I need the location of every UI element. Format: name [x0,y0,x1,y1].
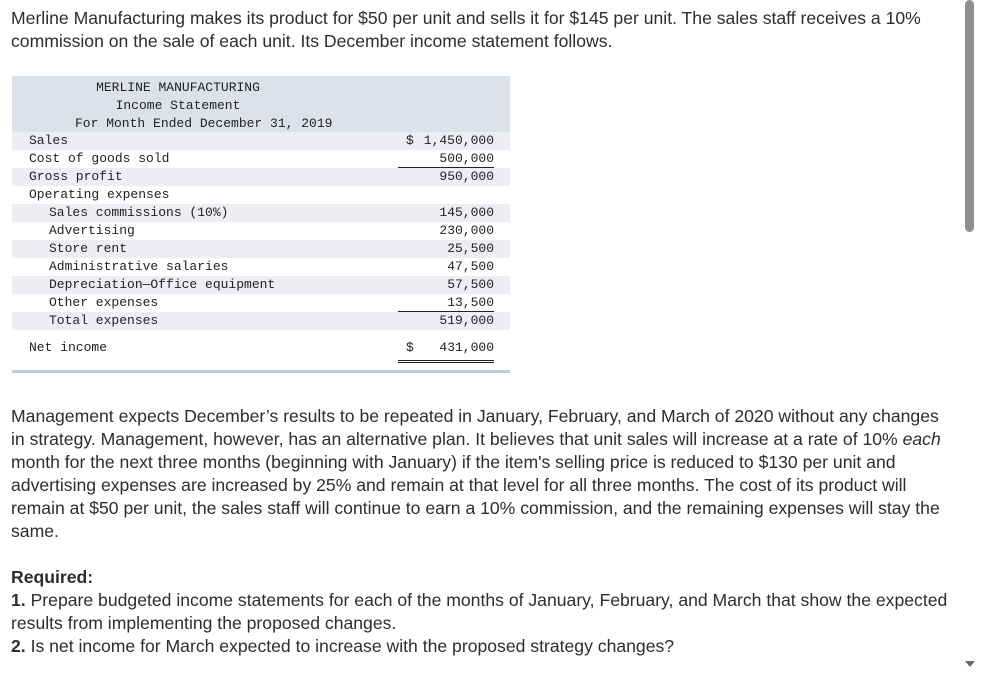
row-amount: 1,450,000 [423,133,494,148]
row-label: Cost of goods sold [29,151,170,166]
statement-bottom-rule [12,370,510,373]
required-item-1 [11,589,956,635]
vertical-scrollbar[interactable] [961,0,983,673]
row-label: Sales commissions (10%) [49,205,229,220]
row-label: Store rent [49,241,128,256]
row-total-expenses [12,312,510,330]
company-name: MERLINE MANUFACTURING [96,80,260,95]
row-gross-profit [12,168,510,186]
management-emphasis: each [902,429,941,449]
row-amount: 25,500 [447,241,494,256]
row-label: Total expenses [49,313,159,328]
management-text: Management expects December’s results to be repeated in January, February, and March of 2020 without any changes in strategy. Management, however, has an alternative plan. It believes that unit sales will increase at a rate of 10% [11,406,939,449]
income-statement [12,76,510,374]
row-amount: 145,000 [439,205,494,220]
management-paragraph [11,405,956,543]
row-other-expenses [12,294,510,312]
item-number: 1. [11,590,26,610]
dollar-sign: $ [406,133,414,148]
row-amount: 57,500 [447,277,494,292]
row-sales [12,132,510,150]
row-cogs [12,150,510,168]
required-item-2 [11,635,956,658]
statement-header [12,76,510,132]
row-net-income [12,336,510,360]
row-label: Administrative salaries [49,259,229,274]
double-underline [398,360,494,363]
row-advertising [12,222,510,240]
row-amount: 950,000 [439,169,494,184]
row-amount: 431,000 [439,340,494,355]
row-admin-salaries [12,258,510,276]
row-label: Gross profit [29,169,123,184]
item-number: 2. [11,636,26,656]
management-text-end: month for the next three months (beginning with January) if the item's selling price is reduced to $130 per unit and advertising expenses are increased by 25% and remain at that level for all three months. The cost of its product will remain at $50 per unit, the sales staff will continue to earn a 10% commission, and the remaining expenses will stay the same. [11,452,940,541]
row-label: Other expenses [49,295,159,310]
scrollbar-thumb[interactable] [965,0,974,232]
item-text: Prepare budgeted income statements for each of the months of January, February, and March that show the expected results from implementing the proposed changes. [11,590,948,633]
dollar-sign: $ [406,340,414,355]
intro-paragraph: Merline Manufacturing makes its product for $50 per unit and sells it for $145 per unit. The sales staff receives a 10% commission on the sale of each unit. Its December income statement follows. [11,8,921,51]
row-amount: 47,500 [447,259,494,274]
row-amount: 230,000 [439,223,494,238]
row-label: Sales [29,133,69,148]
required-section [11,566,956,658]
row-amount: 500,000 [439,151,494,166]
row-amount: 519,000 [439,313,494,328]
row-label: Depreciation—Office equipment [49,277,276,292]
statement-period: For Month Ended December 31, 2019 [75,116,333,131]
row-depreciation [12,276,510,294]
item-text: Is net income for March expected to increase with the proposed strategy changes? [25,636,675,656]
scroll-down-arrow-icon[interactable] [965,661,975,667]
row-label: Operating expenses [29,187,170,202]
required-heading: Required: [11,567,94,587]
statement-title: Income Statement [115,98,241,113]
row-label: Net income [29,340,108,355]
row-amount: 13,500 [447,295,494,310]
row-operating-expenses [12,186,510,204]
row-sales-commissions [12,204,510,222]
row-store-rent [12,240,510,258]
row-label: Advertising [49,223,135,238]
